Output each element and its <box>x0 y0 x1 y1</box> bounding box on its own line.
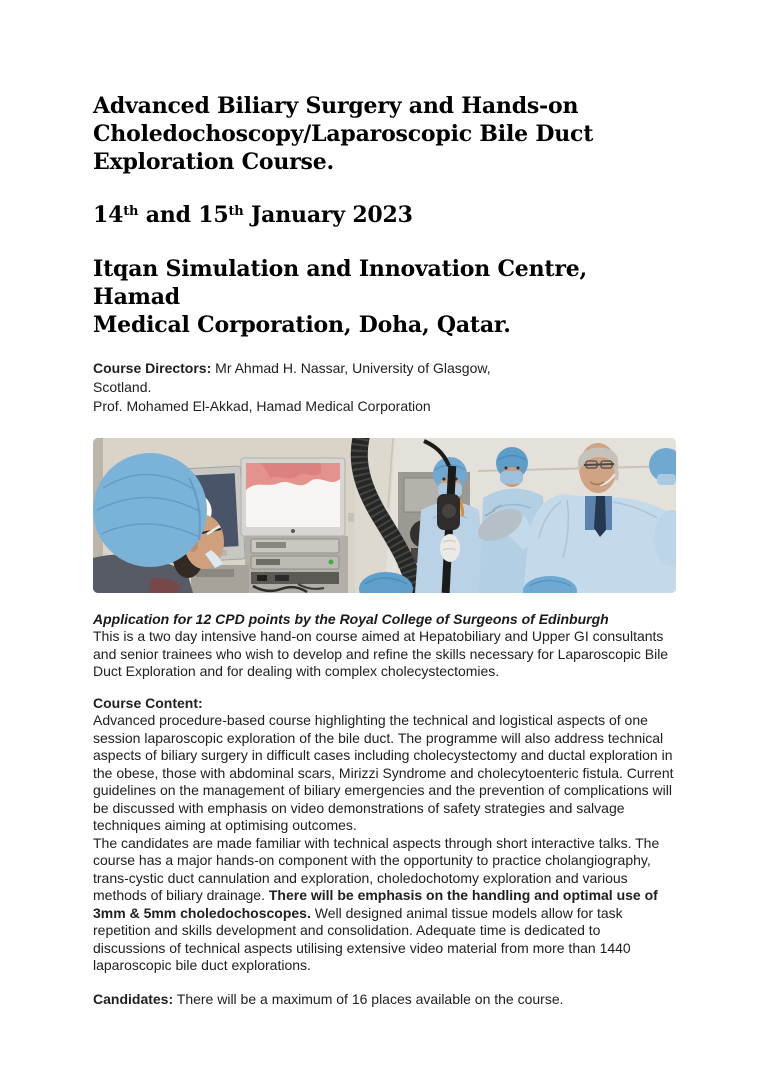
directors-line-2: Scotland. <box>93 379 152 395</box>
venue-line-1: Itqan Simulation and Innovation Centre, Hamad <box>93 256 587 310</box>
endoscopy-equipment-stack <box>245 536 348 593</box>
candidates-text: There will be a maximum of 16 places available on the course. <box>173 990 564 1007</box>
course-photo <box>93 438 676 593</box>
course-content-heading: Course Content: <box>93 694 203 711</box>
directors-line-3: Prof. Mohamed El-Akkad, Hamad Medical Corporation <box>93 398 431 414</box>
date-ordinal-1: th <box>123 204 139 219</box>
course-dates <box>93 198 676 229</box>
course-content-section <box>93 695 676 975</box>
date-month-year: January 2023 <box>243 202 413 228</box>
title-line-2: Choledochoscopy/Laparoscopic Bile Duct <box>93 121 594 147</box>
course-content-paragraph-1: Advanced procedure-based course highlighting the technical and logistical aspects of one session laparoscopic exploration of the bile duct. The programme will also address technical aspects of biliary surgery in difficult cases including cholecystectomy and ductal exploration in the obese, those with abdominal scars, Mirizzi Syndrome and cholecytoenteric fistula. Current guidelines on the management of biliary emergencies and the prevention of complications will be discussed with emphasis on video demonstrations of safety strategies and salvage techniques aiming at optimising outcomes. <box>93 712 674 833</box>
date-ordinal-2: th <box>228 204 244 219</box>
course-photo-illustration <box>93 438 676 593</box>
cc-p2-normal-2: Well designed animal tissue models allow for task repetition and skills development and consolidation. Adequate time is dedicated to discussions of technical aspects utilising extensive video material from more than 1440 laparoscopic bile duct explorations. <box>93 904 631 973</box>
course-content-paragraph-2 <box>93 835 676 975</box>
cpd-note: Application for 12 CPD points by the Royal College of Surgeons of Edinburgh <box>93 611 609 627</box>
candidates-label: Candidates: <box>93 990 174 1007</box>
directors-label: Course Directors: <box>93 360 212 376</box>
monitor-right <box>241 458 345 536</box>
course-directors <box>93 359 676 416</box>
venue-line-2: Medical Corporation, Doha, Qatar. <box>93 312 511 338</box>
intro-paragraph: This is a two day intensive hand-on course aimed at Hepatobiliary and Upper GI consultants and senior trainees who wish to develop and refine the skills necessary for Laparoscopic Bile Duct Exploration and for dealing with complex cholecystectomies. <box>93 628 669 679</box>
candidates-line <box>93 991 676 1009</box>
title-line-1: Advanced Biliary Surgery and Hands-on <box>93 93 579 119</box>
title-line-3: Exploration Course. <box>93 149 335 175</box>
venue <box>93 255 676 339</box>
directors-line-1 <box>93 359 676 378</box>
date-day-1: 14 <box>93 202 124 228</box>
directors-name-1: Mr Ahmad H. Nassar, University of Glasgow, <box>211 360 491 376</box>
cc-p2-bold: There will be emphasis on the handling and optimal use of 3mm & 5mm choledochoscopes. <box>93 887 658 921</box>
date-middle: and 15 <box>138 202 229 228</box>
page-title <box>93 92 676 176</box>
cc-p2-normal-1: The candidates are made familiar with technical aspects through short interactive talks. The course has a major hands-on component with the opportunity to practice cholangiography, trans-cystic duct cannulation and exploration, choledochotomy exploration and various methods of biliary drainage. <box>93 834 660 903</box>
